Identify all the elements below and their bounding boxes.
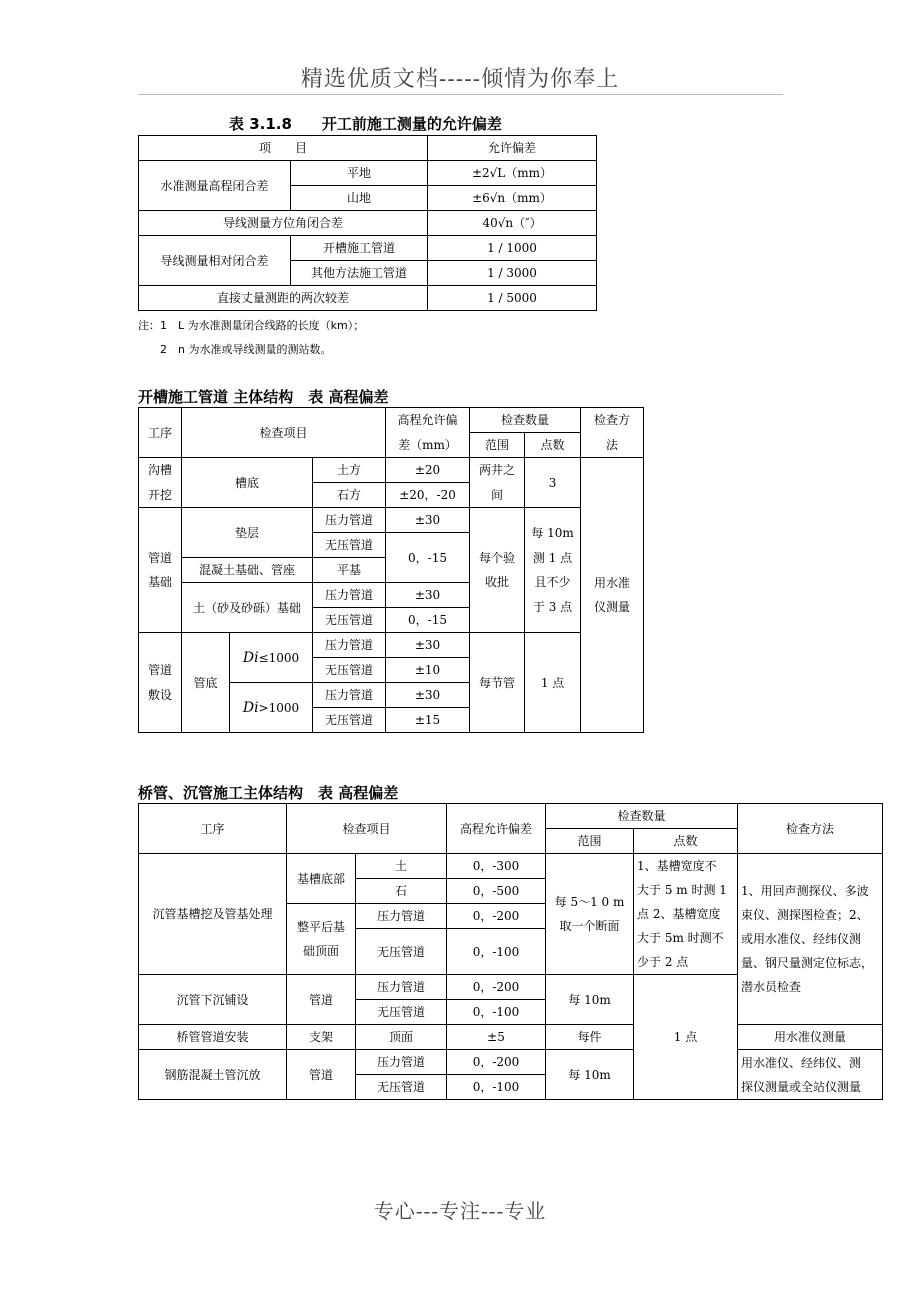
table2-rock-label: 石方	[313, 483, 386, 508]
table2-base-process: 管道 基础	[139, 508, 182, 633]
table2-cushion-nonpressure: 无压管道	[313, 533, 386, 558]
table3-soil-value: 0，-300	[447, 854, 546, 879]
table2-soil-nonpressure: 无压管道	[313, 608, 386, 633]
table3-trench-bottom: 基槽底部	[287, 854, 356, 904]
table1	[138, 135, 597, 311]
table2-lay-value-4: ±15	[386, 708, 470, 733]
table3-down-range: 每 10m	[546, 975, 634, 1025]
table3-header-tolerance: 高程允许偏差	[447, 804, 546, 854]
table1-other-value: 1 / 3000	[428, 261, 597, 286]
table1-header-item: 项 目	[139, 136, 428, 161]
table3-sink-pressure: 压力管道	[356, 904, 447, 929]
table1-mountain-value: ±6√n（mm）	[428, 186, 597, 211]
table1-azimuth-value: 40√n（″）	[428, 211, 597, 236]
table3-rc-pressure: 压力管道	[356, 1050, 447, 1075]
table2-soil-pressure-value: ±30	[386, 583, 470, 608]
table2-di-small-symbol: Di	[242, 649, 259, 666]
table3-header-process: 工序	[139, 804, 287, 854]
table1-title: 表 3.1.8 开工前施工测量的允许偏差	[229, 115, 502, 133]
table1-leveling-group: 水准测量高程闭合差	[139, 161, 291, 211]
table3-down-pipe: 管道	[287, 975, 356, 1025]
table2-earth-label: 土方	[313, 458, 386, 483]
table2-trench-points: 3	[525, 458, 581, 508]
table3-rc-nonpressure: 无压管道	[356, 1075, 447, 1100]
table3-rc-pipe: 管道	[287, 1050, 356, 1100]
table2-di-small-rest: ≤1000	[258, 650, 300, 665]
table2-lay-range: 每节管	[470, 633, 525, 733]
table2-earth-value: ±20	[386, 458, 470, 483]
table1-flat-label: 平地	[291, 161, 428, 186]
table3-header-method: 检查方法	[738, 804, 883, 854]
table2-lay-nonpressure-2: 无压管道	[313, 708, 386, 733]
header-divider	[138, 94, 783, 95]
table2-di-large	[230, 683, 313, 733]
table2-laying-process: 管道 敷设	[139, 633, 182, 733]
table2-soil-label: 土（砂及砂砾）基础	[182, 583, 313, 633]
table2-cushion-pressure: 压力管道	[313, 508, 386, 533]
table2	[138, 407, 644, 733]
table1-mountain-label: 山地	[291, 186, 428, 211]
table3-rc-method: 用水准仪、经纬仪、测 探仪测量或全站仪测量	[738, 1050, 883, 1100]
table3-rc-range: 每 10m	[546, 1050, 634, 1100]
table3-sink-nonpressure-value: 0，-100	[447, 929, 546, 975]
table2-header-tolerance: 高程允许偏 差（mm）	[386, 408, 470, 458]
table1-flat-value: ±2√L（mm）	[428, 161, 597, 186]
table3-sink-range: 每 5～1 0 m 取一个断面	[546, 854, 634, 975]
table2-lay-value-3: ±30	[386, 683, 470, 708]
table3-sink-method: 1、用回声测探仪、多波 束仪、测探图检查；2、 或用水准仪、经纬仪测 量、钢尺量测定位标志， 潜水员检查	[738, 854, 883, 1025]
table2-rock-value: ±20，-20	[386, 483, 470, 508]
table3-leveled-top: 整平后基 础顶面	[287, 904, 356, 975]
table3-sink-process: 沉管基槽挖及管基处理	[139, 854, 287, 975]
table3-title: 桥管、沉管施工主体结构 表 高程偏差	[138, 784, 399, 802]
table2-title: 开槽施工管道 主体结构 表 高程偏差	[138, 388, 389, 406]
table2-trench-range: 两井之 间	[470, 458, 525, 508]
table1-azimuth-label: 导线测量方位角闭合差	[139, 211, 428, 236]
table3-top: 顶面	[356, 1025, 447, 1050]
table3-level-method: 用水准仪测量	[738, 1025, 883, 1050]
page-header: 精选优质文档-----倾情为你奉上	[300, 67, 620, 92]
table1-other-label: 其他方法施工管道	[291, 261, 428, 286]
table1-note-2: 2 n 为水准或导线测量的测站数。	[160, 343, 332, 356]
table3-one-point: 1 点	[634, 975, 738, 1100]
table3-rc-process: 钢筋混凝土管沉放	[139, 1050, 287, 1100]
table3-down-nonpressure: 无压管道	[356, 1000, 447, 1025]
table3-header-quantity: 检查数量	[546, 804, 738, 829]
table3-soil-label: 土	[356, 854, 447, 879]
table1-distance-value: 1 / 5000	[428, 286, 597, 311]
table3-support: 支架	[287, 1025, 356, 1050]
table3	[138, 803, 883, 1100]
table2-di-large-rest: >1000	[258, 700, 300, 715]
table3-top-value: ±5	[447, 1025, 546, 1050]
table3-down-process: 沉管下沉铺设	[139, 975, 287, 1025]
table2-header-quantity: 检查数量	[470, 408, 581, 433]
table2-flat-base: 平基	[313, 558, 386, 583]
page-footer: 专心---专注---专业	[373, 1199, 547, 1223]
table2-lay-points: 1 点	[525, 633, 581, 733]
table3-header-range: 范围	[546, 829, 634, 854]
table2-header-method: 检查方 法	[581, 408, 644, 458]
table2-soil-nonpressure-value: 0，-15	[386, 608, 470, 633]
table2-header-item: 检查项目	[182, 408, 386, 458]
table2-trench-bottom: 槽底	[182, 458, 313, 508]
table3-header-points: 点数	[634, 829, 738, 854]
table2-cushion-label: 垫层	[182, 508, 313, 558]
table2-lay-value-2: ±10	[386, 658, 470, 683]
table1-trench-label: 开槽施工管道	[291, 236, 428, 261]
table3-rc-pressure-value: 0，-200	[447, 1050, 546, 1075]
table1-note-1: 注：1 L 为水准测量闭合线路的长度（km）；	[138, 319, 365, 332]
table1-traverse-group: 导线测量相对闭合差	[139, 236, 291, 286]
table2-header-points: 点数	[525, 433, 581, 458]
table3-rc-nonpressure-value: 0，-100	[447, 1075, 546, 1100]
table2-cushion-nonpressure-value: 0，-15	[386, 533, 470, 583]
table2-lay-nonpressure-1: 无压管道	[313, 658, 386, 683]
table3-sink-points: 1、基槽宽度不 大于 5 m 时测 1 点 2、基槽宽度 大于 5m 时测不 少于 2 点	[634, 854, 738, 975]
table3-sink-nonpressure: 无压管道	[356, 929, 447, 975]
table3-sink-pressure-value: 0，-200	[447, 904, 546, 929]
table3-down-pressure-value: 0，-200	[447, 975, 546, 1000]
table2-header-range: 范围	[470, 433, 525, 458]
table3-header-item: 检查项目	[287, 804, 447, 854]
table3-stone-label: 石	[356, 879, 447, 904]
table2-trench-process: 沟槽 开挖	[139, 458, 182, 508]
table1-distance-label: 直接丈量测距的两次较差	[139, 286, 428, 311]
table2-base-range: 每个验 收批	[470, 508, 525, 633]
table2-base-points: 每 10m 测 1 点 且不少 于 3 点	[525, 508, 581, 633]
table3-bridge-process: 桥管管道安装	[139, 1025, 287, 1050]
table2-lay-pressure-1: 压力管道	[313, 633, 386, 658]
table2-lay-value-1: ±30	[386, 633, 470, 658]
table1-trench-value: 1 / 1000	[428, 236, 597, 261]
table2-di-small	[230, 633, 313, 683]
table3-each: 每件	[546, 1025, 634, 1050]
table2-cushion-pressure-value: ±30	[386, 508, 470, 533]
table2-lay-pressure-2: 压力管道	[313, 683, 386, 708]
table3-down-nonpressure-value: 0，-100	[447, 1000, 546, 1025]
table3-stone-value: 0，-500	[447, 879, 546, 904]
table1-header-tolerance: 允许偏差	[428, 136, 597, 161]
table2-soil-pressure: 压力管道	[313, 583, 386, 608]
table2-method-cell: 用水准 仪测量	[581, 458, 644, 733]
table3-down-pressure: 压力管道	[356, 975, 447, 1000]
table2-concrete-label: 混凝土基础、管座	[182, 558, 313, 583]
table2-pipe-bottom: 管底	[182, 633, 230, 733]
table2-header-process: 工序	[139, 408, 182, 458]
table2-di-large-symbol: Di	[242, 699, 259, 716]
